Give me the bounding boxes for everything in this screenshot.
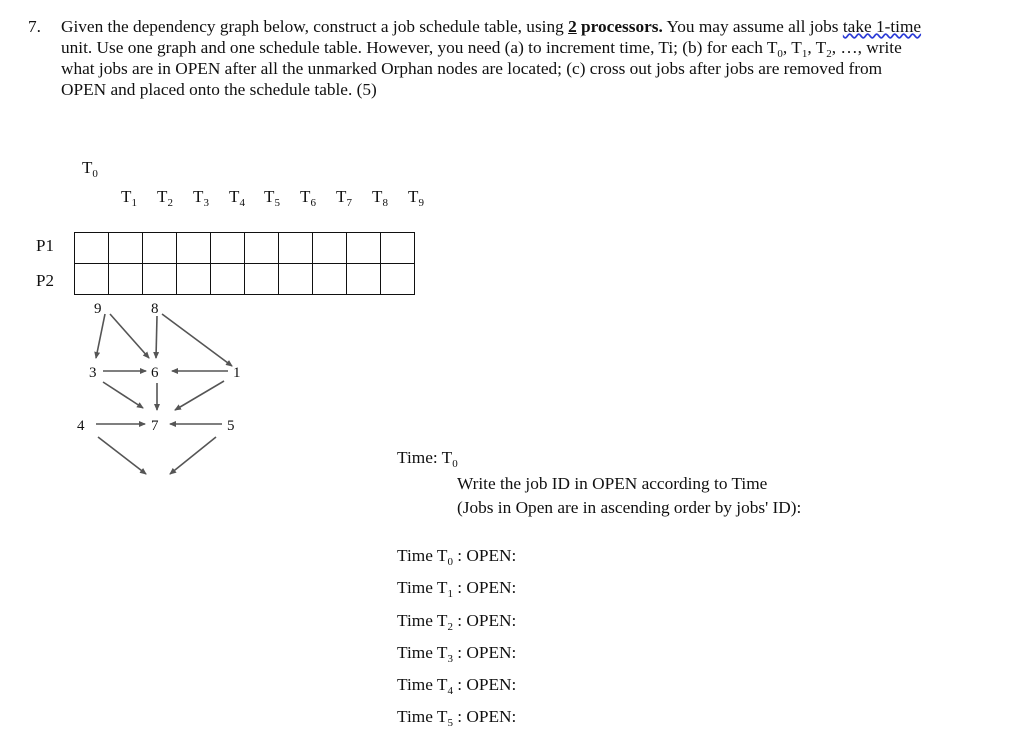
time-label-t7: $T_7$: [336, 187, 352, 209]
instruction-line-2: (Jobs in Open are in ascending order by jobs' ID):: [457, 498, 802, 517]
time-label-t4: $T_4$: [229, 187, 245, 209]
edge-9-3: [96, 314, 105, 358]
question-number: 7.: [28, 17, 41, 36]
time-label-t6: $T_6$: [300, 187, 316, 209]
graph-node-3: 3: [89, 365, 97, 381]
graph-node-7: 7: [151, 418, 159, 434]
edge-8-1: [162, 314, 232, 366]
graph-node-6: 6: [151, 365, 159, 381]
graph-node-4: 4: [77, 418, 85, 434]
time-label-t2: $T_2$: [157, 187, 173, 209]
graph-node-8: 8: [151, 301, 159, 317]
processor-label-p2: P2: [36, 271, 54, 290]
time-label-t3: $T_3$: [193, 187, 209, 209]
time-label-t9: $T_9$: [408, 187, 424, 209]
spellcheck-underlined-text: take 1-time: [842, 17, 922, 36]
edge-1-7: [175, 381, 224, 410]
edge-8-6: [156, 316, 157, 358]
graph-node-5: 5: [227, 418, 235, 434]
graph-node-9: 9: [94, 301, 102, 317]
time-heading: Time: $T_0$: [397, 448, 458, 470]
instruction-line-1: Write the job ID in OPEN according to Time: [457, 474, 768, 493]
time-label-t0: $T_0$: [82, 158, 98, 180]
edge-4-down: [98, 437, 146, 474]
time-label-t8: $T_8$: [372, 187, 388, 209]
open-row-t5: Time $T_5$ : OPEN:: [397, 707, 517, 729]
time-label-t1: $T_1$: [121, 187, 137, 209]
time-label-t5: $T_5$: [264, 187, 280, 209]
open-row-t1: Time $T_1$ : OPEN:: [397, 578, 517, 600]
question-text: Given the dependency graph below, construct a job schedule table, using 2 processors. You may assume all jobs take 1-time unit. Use one graph and one schedule table. However, you need (a) to increment time, Ti; (b) for each $T_0$, $T_1$, $T_2$, …, write what jobs are in OPEN after all the unmarked Orphan nodes are located; (c) cross out jobs after jobs are removed from OPEN and placed onto the schedule table. (5): [61, 17, 922, 99]
open-row-t0: Time $T_0$ : OPEN:: [397, 546, 517, 568]
edge-3-7: [103, 382, 143, 408]
open-row-t2: Time $T_2$ : OPEN:: [397, 611, 517, 633]
edge-9-6: [110, 314, 149, 358]
edge-5-down: [170, 437, 216, 474]
processor-count: 2: [568, 17, 577, 36]
processor-label-p1: P1: [36, 236, 54, 255]
open-row-t4: Time $T_4$ : OPEN:: [397, 675, 517, 697]
graph-node-1: 1: [233, 365, 241, 381]
open-row-t3: Time $T_3$ : OPEN:: [397, 643, 517, 665]
